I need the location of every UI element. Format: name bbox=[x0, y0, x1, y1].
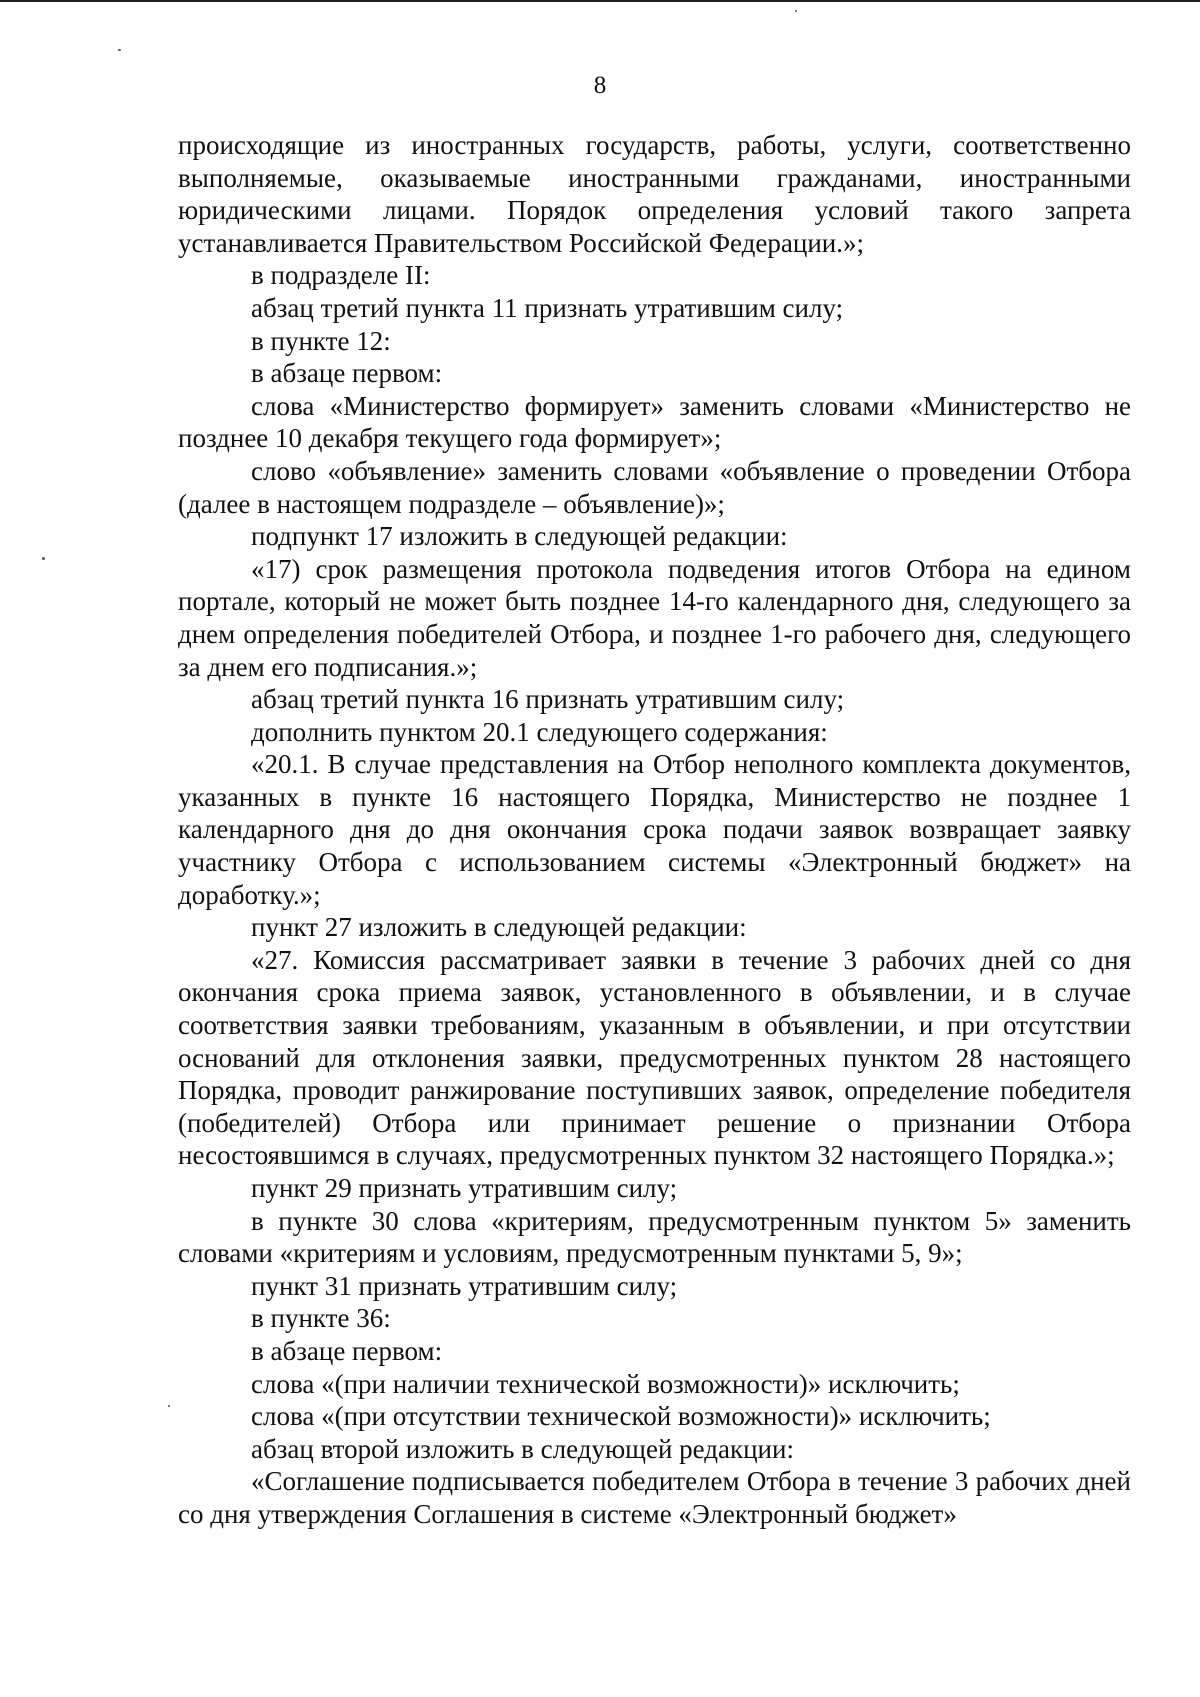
paragraph: слова «(при отсутствии технической возможности)» исключить; bbox=[251, 1401, 991, 1432]
paragraph: «20.1. В случае представления на Отбор неполного комплекта документов, указанных в пункте 16 настоящего Порядка, Министерство не позднее 1 календарного дня до дня окончания срока подачи заявок возвращает заявку участнику Отбора с использованием системы «Электронный бюджет» на доработку.»; bbox=[178, 749, 1131, 910]
paragraph-continuation: происходящие из иностранных государств, работы, услуги, соответственно выполняемые, оказываемые иностранными гражданами, иностранными юридическими лицами. Порядок определения условий такого запрета устанавливается Правительством Российской Федерации.»; bbox=[178, 130, 1131, 258]
paragraph: абзац третий пункта 11 признать утратившим силу; bbox=[251, 292, 844, 323]
page-number-text: 8 bbox=[593, 72, 607, 99]
paragraph: пункт 27 изложить в следующей редакции: bbox=[251, 912, 747, 943]
paragraph: слова «(при наличии технической возможности)» исключить; bbox=[251, 1368, 960, 1399]
page-number bbox=[0, 72, 1200, 100]
paragraph: «27. Комиссия рассматривает заявки в течение 3 рабочих дней со дня окончания срока приема заявок, установленного в объявлении, и в случае соответствия заявки требованиям, указанным в объявлении, и при отсутствии оснований для отклонения заявки, предусмотренных пунктом 28 настоящего Порядка, проводит ранжирование поступивших заявок, определение победителя (победителей) Отбора или принимает решение о признании Отбора несостоявшимся в случаях, предусмотренных пунктом 32 настоящего Порядка.»; bbox=[178, 944, 1131, 1171]
document-body bbox=[178, 129, 1131, 1531]
paragraph: абзац второй изложить в следующей редакции: bbox=[251, 1433, 794, 1464]
paragraph: в подразделе II: bbox=[251, 260, 431, 291]
paragraph: в пункте 12: bbox=[251, 325, 391, 356]
scan-speck bbox=[42, 557, 45, 560]
page-top-edge bbox=[0, 0, 1200, 2]
paragraph: пункт 29 признать утратившим силу; bbox=[251, 1173, 678, 1203]
paragraph: абзац третий пункта 16 признать утратившим силу; bbox=[251, 684, 845, 715]
paragraph: в пункте 30 слова «критериям, предусмотренным пунктом 5» заменить словами «критериям и условиям, предусмотренным пунктами 5, 9»; bbox=[178, 1205, 1131, 1269]
scan-speck bbox=[168, 1405, 170, 1407]
paragraph: в пункте 36: bbox=[251, 1303, 391, 1334]
scan-speck bbox=[795, 10, 797, 12]
paragraph: в абзаце первом: bbox=[251, 1335, 443, 1366]
scan-speck bbox=[118, 49, 121, 51]
paragraph: слова «Министерство формирует» заменить словами «Министерство не позднее 10 декабря текущего года формирует»; bbox=[178, 390, 1131, 454]
paragraph: «17) срок размещения протокола подведения итогов Отбора на едином портале, который не может быть позднее 14-го календарного дня, следующего за днем определения победителей Отбора, и позднее 1-го рабочего дня, следующего за днем его подписания.»; bbox=[178, 553, 1131, 682]
paragraph: подпункт 17 изложить в следующей редакции: bbox=[251, 521, 788, 552]
paragraph: пункт 31 признать утратившим силу; bbox=[251, 1270, 678, 1301]
paragraph: в абзаце первом: bbox=[251, 358, 443, 389]
paragraph: «Соглашение подписывается победителем Отбора в течение 3 рабочих дней со дня утверждения Соглашения в системе «Электронный бюджет» bbox=[178, 1466, 1131, 1529]
paragraph: дополнить пунктом 20.1 следующего содержания: bbox=[251, 716, 828, 747]
paragraph: слово «объявление» заменить словами «объявление о проведении Отбора (далее в настоящем подразделе – объявление)»; bbox=[178, 455, 1131, 519]
